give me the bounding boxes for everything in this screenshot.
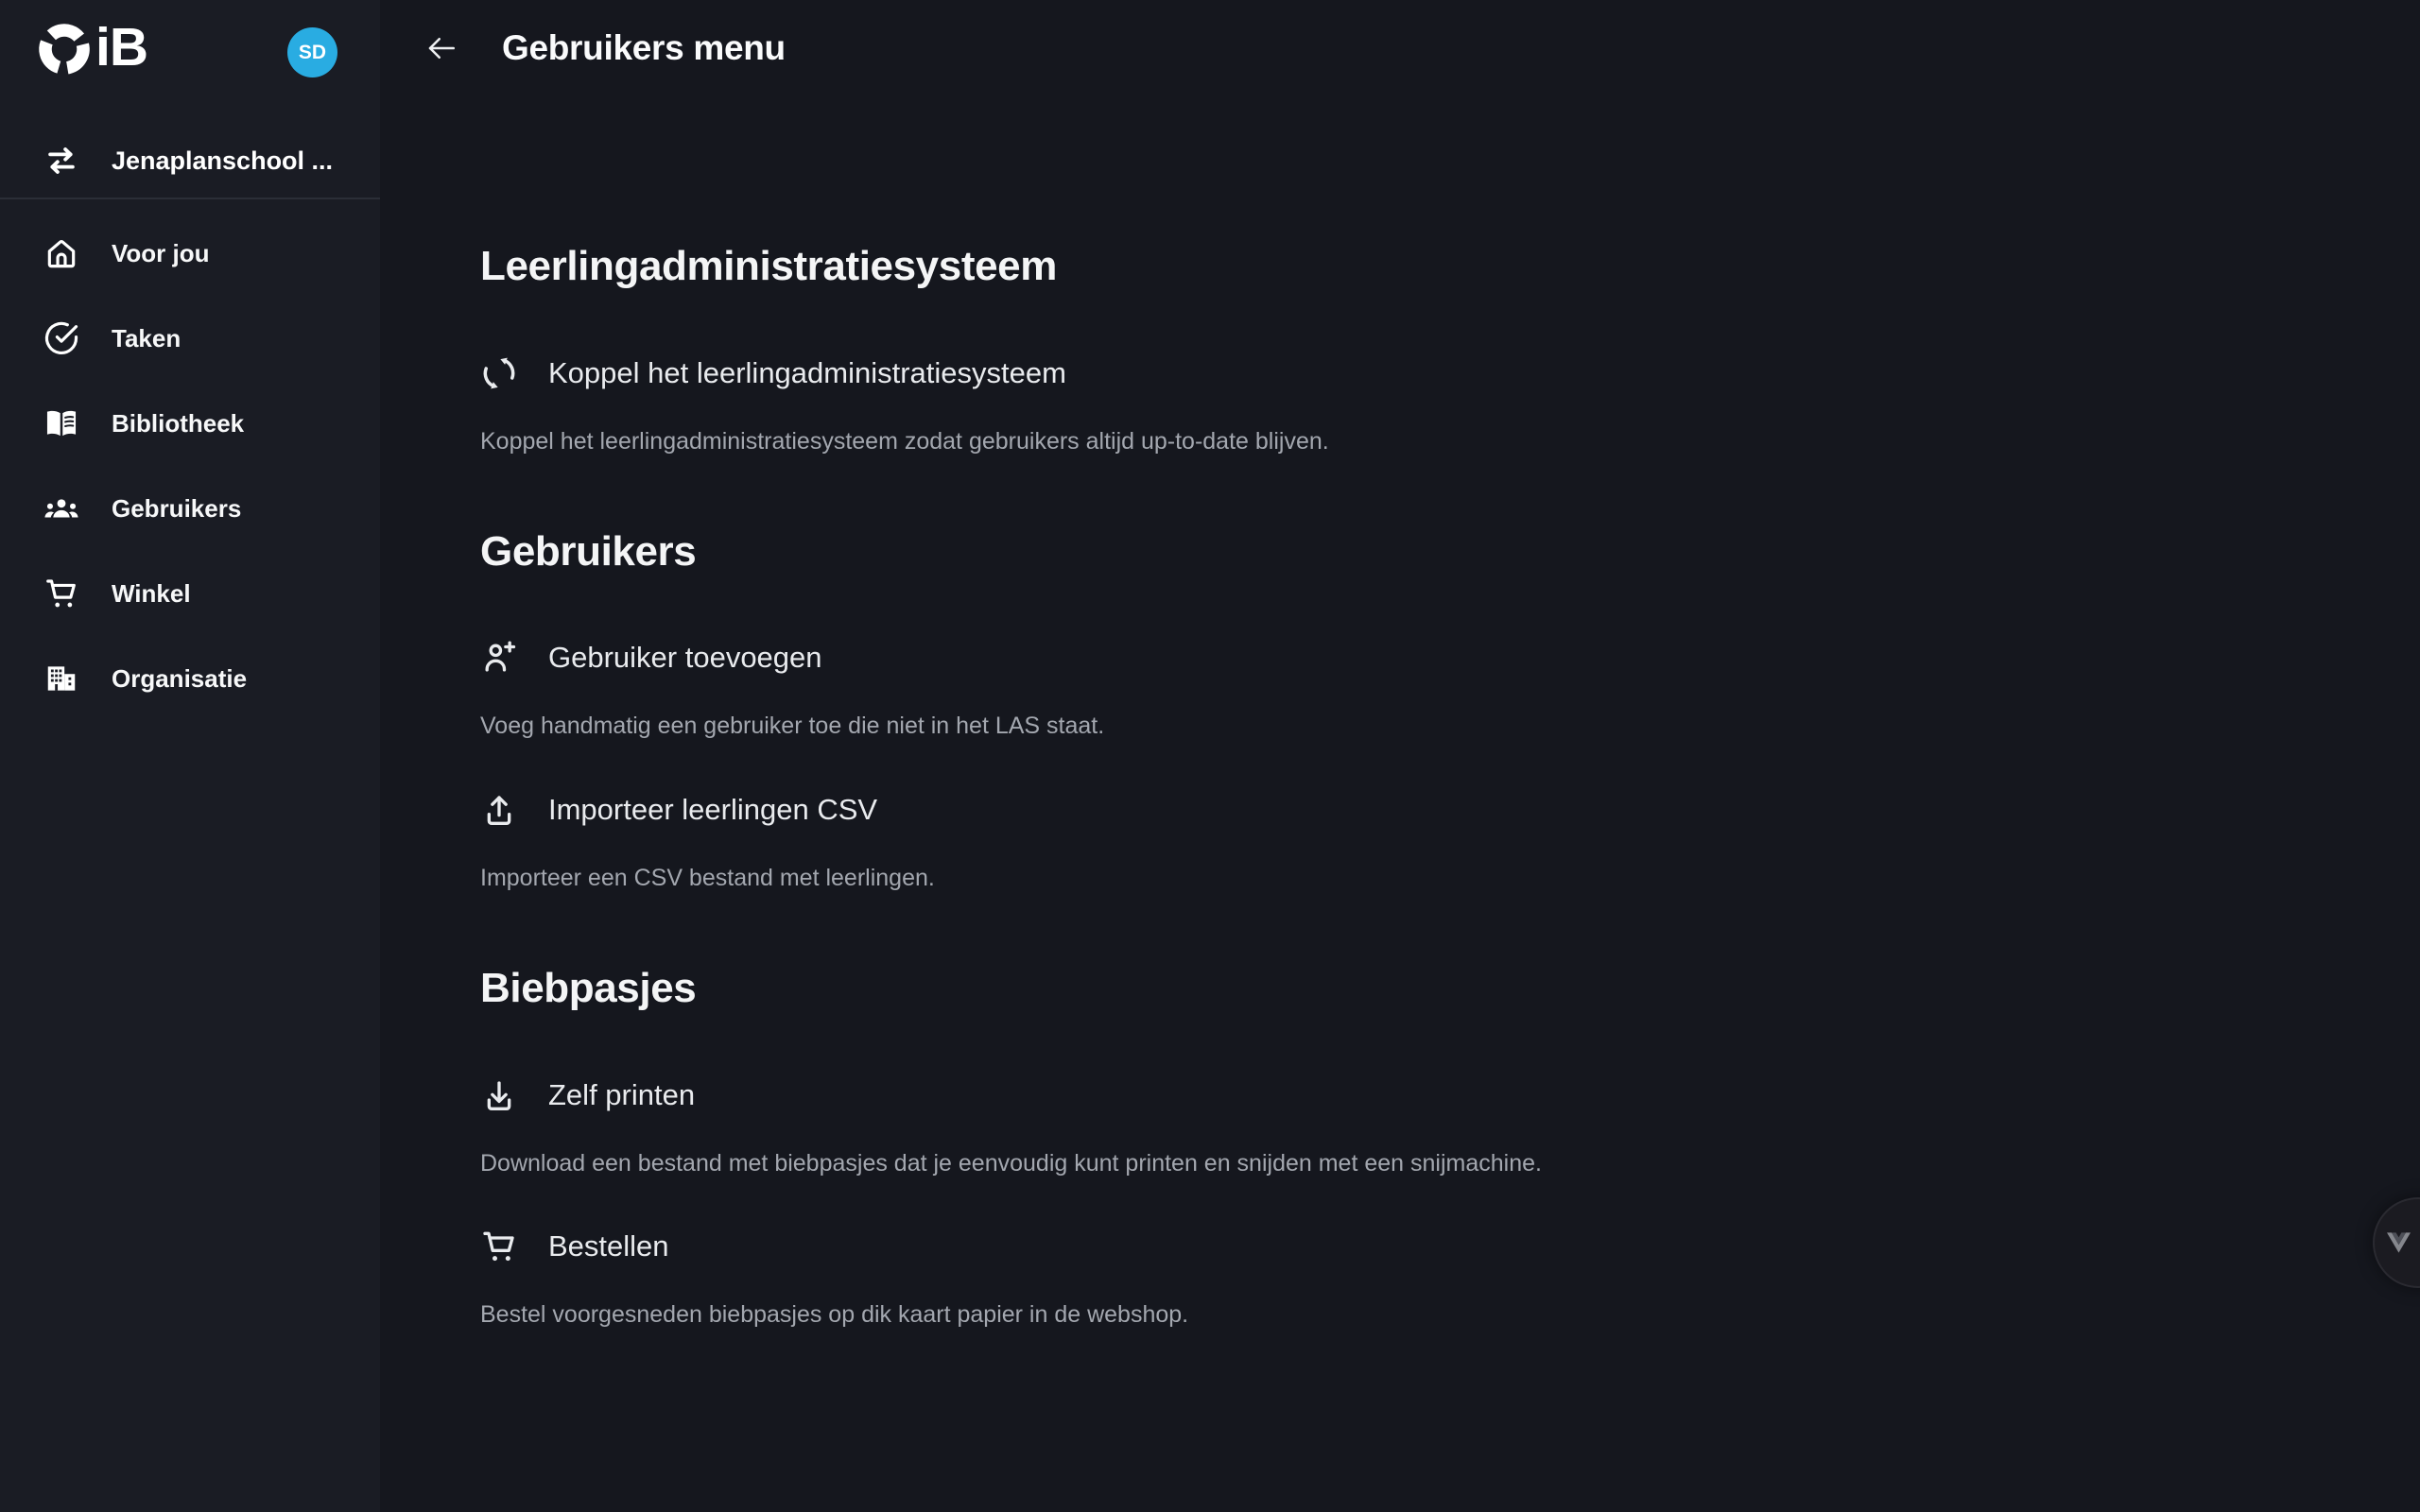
menu-item-description: Koppel het leerlingadministratiesysteem zodat gebruikers altijd up-to-date blijven. [480, 427, 1329, 455]
sidebar-item-gebruikers[interactable] [0, 466, 380, 551]
shopping-cart-icon [43, 576, 79, 611]
avatar[interactable] [287, 27, 337, 77]
sidebar-item-label: Winkel [112, 578, 191, 608]
check-circle-icon [43, 320, 79, 356]
school-switcher[interactable] [0, 138, 380, 183]
arrow-left-icon [424, 31, 458, 65]
menu-item-description: Download een bestand met biebpasjes dat je eenvoudig kunt printen en snijden met een snijmachine. [480, 1149, 1542, 1177]
sync-icon [480, 354, 518, 392]
swap-horizontal-icon [43, 143, 79, 179]
school-label: Jenaplanschool ... [112, 146, 334, 175]
sidebar-item-label: Gebruikers [112, 493, 242, 523]
menu-entry [480, 637, 2363, 740]
home-icon [43, 235, 79, 271]
menu-item-importeer-leerlingen-csv[interactable] [480, 789, 877, 831]
user-plus-icon [480, 639, 518, 677]
sidebar-item-voor-jou[interactable] [0, 211, 380, 296]
menu-item-label: Gebruiker toevoegen [548, 641, 822, 675]
menu-entry [480, 1074, 2363, 1177]
app-logo[interactable] [36, 16, 147, 77]
section-heading: Gebruikers [480, 527, 697, 575]
sidebar-nav [0, 211, 380, 721]
building-icon [43, 661, 79, 696]
menu-entry [480, 352, 2363, 455]
menu-item-description: Voeg handmatig een gebruiker toe die niet in het LAS staat. [480, 713, 1105, 740]
page-title: Gebruikers menu [502, 28, 786, 67]
menu-item-gebruiker-toevoegen[interactable] [480, 637, 822, 679]
sidebar-divider [0, 198, 380, 199]
sidebar-item-label: Voor jou [112, 238, 210, 267]
section-leerlingadministratiesysteem [480, 242, 2363, 455]
shopping-cart-icon [480, 1228, 518, 1265]
avatar-initials: SD [298, 41, 327, 63]
sidebar-item-label: Bibliotheek [112, 408, 245, 438]
menu-content [480, 242, 2363, 1329]
menu-item-label: Bestellen [548, 1229, 669, 1263]
section-biebpasjes [480, 964, 2363, 1329]
sidebar-item-label: Taken [112, 323, 182, 352]
download-icon [480, 1076, 518, 1114]
sidebar-item-bibliotheek[interactable] [0, 381, 380, 466]
menu-item-description: Importeer een CSV bestand met leerlingen. [480, 865, 935, 892]
sidebar [0, 0, 380, 1512]
page-header [380, 0, 2420, 96]
sidebar-item-label: Organisatie [112, 663, 248, 693]
sidebar-item-winkel[interactable] [0, 551, 380, 636]
open-book-icon [43, 405, 79, 441]
section-gebruikers [480, 527, 2363, 892]
menu-item-zelf-printen[interactable] [480, 1074, 695, 1116]
logo-text: iB [95, 16, 147, 77]
logo-o-icon [36, 21, 93, 77]
sidebar-item-taken[interactable] [0, 296, 380, 381]
menu-item-label: Koppel het leerlingadministratiesysteem [548, 355, 1066, 389]
main-area [380, 0, 2420, 1512]
back-button[interactable] [424, 31, 458, 65]
section-heading: Leerlingadministratiesysteem [480, 243, 1057, 289]
sidebar-item-organisatie[interactable] [0, 636, 380, 721]
menu-item-bestellen[interactable] [480, 1226, 669, 1267]
menu-item-label: Zelf printen [548, 1077, 696, 1111]
menu-item-koppel-las[interactable] [480, 352, 1066, 394]
users-group-icon [43, 490, 79, 526]
section-heading: Biebpasjes [480, 964, 697, 1011]
menu-item-description: Bestel voorgesneden biebpasjes op dik kaart papier in de webshop. [480, 1301, 1189, 1329]
upload-icon [480, 791, 518, 829]
menu-item-label: Importeer leerlingen CSV [548, 793, 878, 827]
menu-entry [480, 789, 2363, 892]
menu-entry [480, 1226, 2363, 1329]
vue-devtools-icon [2387, 1232, 2411, 1253]
